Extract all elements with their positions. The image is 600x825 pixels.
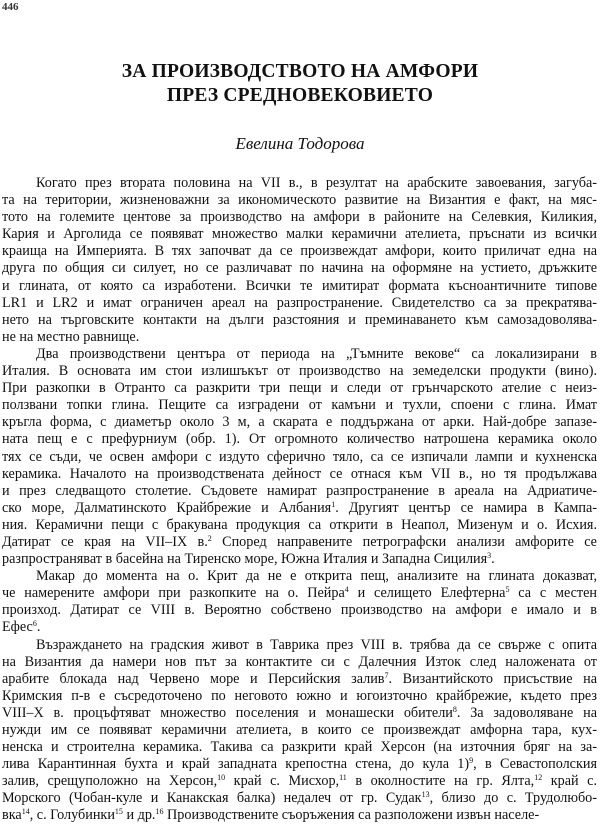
footnote-ref[interactable]: 14 bbox=[21, 807, 30, 817]
footnote-ref[interactable]: 4 bbox=[344, 585, 349, 595]
text-line: нето на търговските контакти на дълги разстояния и преминаването към самозадоволява- bbox=[2, 311, 597, 328]
paragraph bbox=[2, 568, 597, 636]
text-line: Морского (Чобан-куле и Канакская балка) недалеч от гр. Судак$^{13}$, близо до с. Трудолюбо- bbox=[2, 790, 597, 807]
text-line: залив, срещуположно на Херсон,$^{10}$ край с. Мисхор,$^{11}$ в околностите на гр. Ялта,$^{12}$ край с. bbox=[2, 773, 597, 790]
text-line: не на местно равнище. bbox=[2, 328, 140, 345]
text-line: ния. Керамични пещи с бракувана продукция са открити в Неапол, Мизенум и о. Исхия. bbox=[2, 516, 597, 533]
text-line: тото на големите центове за производство на амфори в районите на Селевкия, Киликия, bbox=[2, 209, 597, 226]
text-line: на Византия да намери нов път за контактите си с Далечния Изток след наложената от bbox=[2, 653, 597, 670]
footnote-ref[interactable]: 2 bbox=[207, 533, 212, 543]
text-line: Датират се края на VII–IX в.$^2$ Според направените петрографски анализи амфорите се bbox=[2, 533, 597, 550]
text-line: произход. Датират се VIII в. Вероятно собствено производство на амфори е имало и в bbox=[2, 602, 597, 619]
article-title bbox=[0, 60, 600, 108]
text-line: краища на Империята. В тях започват да се произвеждат амфори, които приличат една на bbox=[2, 243, 597, 260]
text-line: друга по общия си силует, но се различават по начина на оформяне на устието, дръжките bbox=[2, 260, 597, 277]
text-line: Ефес$^6$. bbox=[2, 619, 41, 636]
footnote-ref[interactable]: 7 bbox=[384, 670, 389, 680]
footnote-ref[interactable]: 16 bbox=[155, 807, 164, 817]
footnote-ref[interactable]: 10 bbox=[217, 773, 226, 783]
text-line: VIII–X в. процъфтяват множество поселения и монашески обители$^8$. За задоволяване на bbox=[2, 704, 597, 721]
paragraph bbox=[2, 346, 597, 568]
text-line: Когато през втората половина на VII в., в резултат на арабските завоевания, загуба- bbox=[36, 175, 597, 191]
footnote-ref[interactable]: 13 bbox=[421, 790, 430, 800]
text-line: LR1 и LR2 и имат ограничен ареал на разпространение. Свидетелство са за прекратява- bbox=[2, 294, 597, 311]
title-line-2: ПРЕЗ СРЕДНОВЕКОВИЕТО bbox=[166, 85, 434, 106]
text-line: ползвани топки глина. Пещите са изградени от камъни и тухли, споени с глина. Имат bbox=[2, 397, 597, 414]
text-line: разпространяват в басейна на Тиренско море, Южна Италия и Западна Сицилия$^3$. bbox=[2, 551, 495, 568]
text-line: Италия. В основата им стои излишъкът от производство на земеделски продукти (вино). bbox=[2, 363, 597, 380]
text-line: кръгла форма, с диаметър около 3 м, а скарата е поддържана от арки. Най-добре запазе- bbox=[2, 414, 597, 431]
text-line: керамика. Началото на производствената дейност се отнася към VII в., но тя продължава bbox=[2, 465, 597, 482]
text-line: и през следващото столетие. Съдовете намират разпространение в ареала на Адриатиче- bbox=[2, 482, 597, 499]
title-line-1: ЗА ПРОИЗВОДСТВОТО НА АМФОРИ bbox=[121, 61, 479, 82]
paragraph bbox=[2, 175, 597, 346]
footnote-ref[interactable]: 6 bbox=[32, 619, 37, 629]
text-line: ненска и строителна керамика. Такива са разкрити край Херсон (на източния бряг на за- bbox=[2, 739, 597, 756]
text-line: лива Карантинная бухта и край западната крепостна стена, до кула 1)$^9$, в Севастополския bbox=[2, 756, 597, 773]
footnote-ref[interactable]: 12 bbox=[534, 773, 543, 783]
text-line: тях се съди, че освен амфори с издуто сферично тяло, са се изпичали лампи и кухненска bbox=[2, 448, 597, 465]
author-name: Евелина Тодорова bbox=[235, 134, 365, 153]
text-line: ско море, Далматинското Крайбрежие и Албания$^1$. Другият център се намира в Кампа- bbox=[2, 499, 597, 516]
text-line: вка$^{14}$, с. Голубинки$^{15}$ и др.$^{16}$ Производствените съоръжения са разположени извън населе- bbox=[2, 807, 540, 824]
text-line: нужди им се появяват керамични ателиета, в които се произвеждат амфорна тара, кух- bbox=[2, 722, 597, 738]
page-number: 446 bbox=[2, 1, 19, 13]
footnote-ref[interactable]: 8 bbox=[452, 704, 457, 714]
text-line: Макар до момента на о. Крит да не е открита пещ, анализите на глината доказват, bbox=[36, 568, 597, 585]
footnote-ref[interactable]: 5 bbox=[505, 585, 510, 595]
text-line: Кария и Арголида се появяват множество малки керамични ателиета, пръснати из всички bbox=[2, 226, 597, 243]
text-line: Възраждането на градския живот в Таврика през VIII в. трябва да се свърже с опита bbox=[36, 636, 597, 653]
text-line: че намерените амфори при разкопките на о. Пейра$^4$ и селището Елефтерна$^5$ са с местен bbox=[2, 585, 597, 602]
footnote-ref[interactable]: 9 bbox=[469, 756, 474, 766]
text-line: Кримския п-в е съсредоточено по неговото южно и югоизточно крайбрежие, където през bbox=[2, 687, 597, 704]
text-line: Два производствени центъра от периода на „Тъмните векове“ са локализирани в bbox=[36, 345, 597, 362]
text-line: и глината, от която са изработени. Всички те имитират формата късноантичните типове bbox=[2, 277, 597, 294]
footnote-ref[interactable]: 15 bbox=[114, 807, 123, 817]
text-line: При разкопки в Отранто са разкрити три пещи и следи от грънчарското ателие с неиз- bbox=[2, 380, 597, 397]
footnote-ref[interactable]: 3 bbox=[487, 551, 492, 561]
text-line: та на територии, жизненоважни за икономическото развитие на Византия е факт, на мяс- bbox=[2, 192, 597, 209]
text-line: ната пещ е с префурниум (обр. 1). От огромното количество натрошена керамика около bbox=[2, 431, 597, 448]
footnote-ref[interactable]: 11 bbox=[339, 773, 347, 783]
text-line: арабите блокада над Червено море и Персийския залив$^7$. Византийското присъствие на bbox=[2, 670, 597, 687]
paragraph bbox=[2, 637, 597, 825]
article-body bbox=[2, 175, 597, 825]
footnote-ref[interactable]: 1 bbox=[331, 499, 336, 509]
